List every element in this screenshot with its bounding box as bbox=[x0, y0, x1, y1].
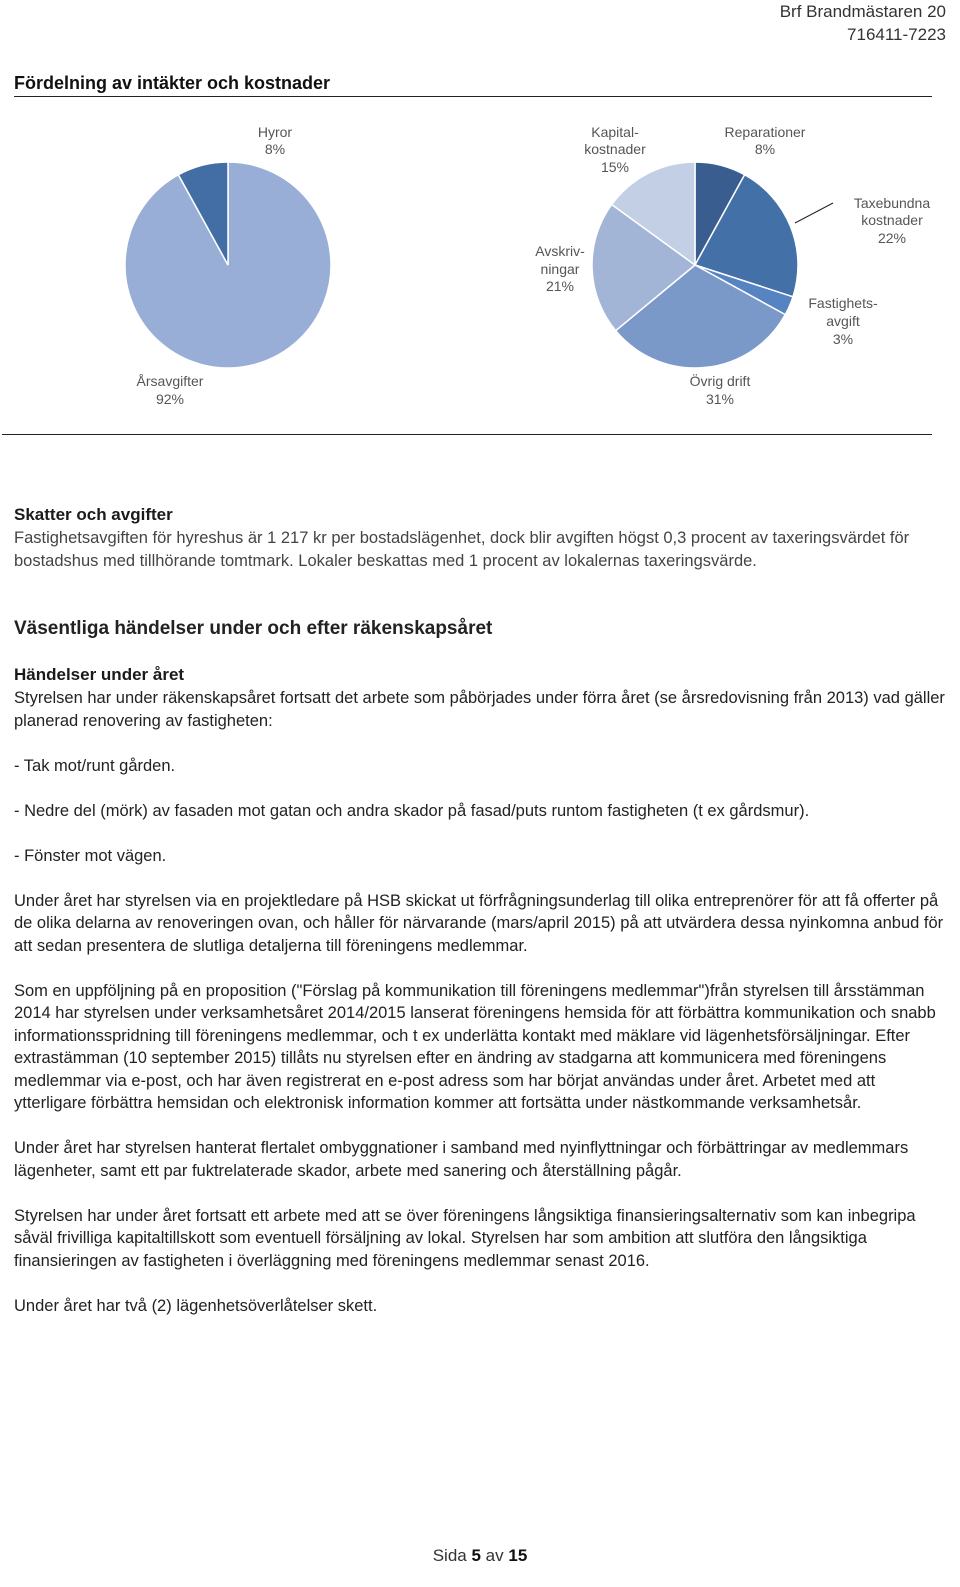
label-fastighetsavgift-pct: 3% bbox=[832, 331, 854, 347]
paragraph: - Nedre del (mörk) av fasaden mot gatan och andra skador på fasad/puts runtom fastigheten (t ex gårdsmur). bbox=[14, 801, 810, 820]
page-footer bbox=[0, 1546, 960, 1566]
label-taxebundna-pct: 22% bbox=[877, 230, 907, 246]
paragraph: Under året har två (2) lägenhetsöverlåtelser skett. bbox=[14, 1296, 378, 1315]
page-header bbox=[780, 0, 946, 46]
cost-pie bbox=[592, 162, 798, 368]
distribution-charts bbox=[0, 110, 960, 420]
label-taxebundna-line1: Taxebundna bbox=[853, 195, 931, 211]
label-arsavgifter-name: Årsavgifter bbox=[136, 373, 204, 389]
label-ovrig-drift-name: Övrig drift bbox=[689, 373, 751, 389]
paragraph: Styrelsen har under räkenskapsåret fortsatt det arbete som påbörjades under förra året (se årsredovisning från 2013) vad gäller planerad renovering av fastigheten: bbox=[14, 689, 945, 730]
org-number: 716411-7223 bbox=[847, 25, 946, 44]
label-fastighetsavgift-line2: avgift bbox=[826, 313, 860, 329]
label-fastighetsavgift-line1: Fastighets- bbox=[808, 295, 878, 311]
paragraph: Som en uppföljning på en proposition ("Förslag på kommunikation till föreningens medlemmar")från styrelsen till årsstämman 2014 har styrelsen under verksamhetsåret 2014/2015 lanserat föreningens hemsida för att förbättra kommunikation och snabb informationsspridning till föreningens medlemmar, och t ex underlätta kontakt med mäklare vid lägenhetsförsäljningar. Efter extrastämman (10 september 2015) tillåts nu styrelsen efter en ändring av stadgarna att kommunicera med föreningens medlemmar via e-post, och har även registrerat en e-post adress som har börjat användas under året. Arbetet med att ytterligare förbättra hemsidan och elektronisk information kommer att fortsätta under nästkommande verksamhetsår. bbox=[14, 981, 936, 1112]
label-reparationer-name: Reparationer bbox=[724, 124, 806, 140]
label-avskrivningar-line1: Avskriv- bbox=[535, 243, 585, 259]
footer-total: 15 bbox=[508, 1546, 528, 1565]
label-avskrivningar-line2: ningar bbox=[540, 261, 580, 277]
label-hyror-name: Hyror bbox=[257, 124, 293, 140]
footer-middle: av bbox=[485, 1546, 504, 1565]
paragraph: - Fönster mot vägen. bbox=[14, 846, 167, 865]
label-ovrig-drift-pct: 31% bbox=[705, 391, 735, 407]
events-subheading: Händelser under året bbox=[14, 665, 185, 684]
events-heading: Väsentliga händelser under och efter räkenskapsåret bbox=[14, 618, 493, 639]
label-kapital-pct: 15% bbox=[600, 159, 630, 175]
footer-prefix: Sida bbox=[432, 1546, 467, 1565]
label-taxebundna-line2: kostnader bbox=[861, 212, 923, 228]
label-kapital-line2: kostnader bbox=[584, 141, 646, 157]
leader-lines bbox=[795, 203, 833, 223]
paragraph: - Tak mot/runt gården. bbox=[14, 756, 176, 775]
paragraph: Styrelsen har under året fortsatt ett arbete med att se över föreningens långsiktiga finansieringsalternativ som kan inbegripa såväl frivilliga kapitaltillskott som eventuell försäljning av lokal. Styrelsen har som ambition att slutföra den långsiktiga finansieringen av fastigheten i överläggning med föreningens medlemmar senast 2016. bbox=[14, 1206, 916, 1270]
label-avskrivningar-pct: 21% bbox=[545, 278, 575, 294]
paragraph: Under året har styrelsen hanterat flertalet ombyggnationer i samband med nyinflyttningar och förbättringar av medlemmars lägenheter, samt ett par fuktrelaterade skador, arbete med sanering och återställning pågår. bbox=[14, 1139, 909, 1180]
footer-page: 5 bbox=[471, 1546, 481, 1565]
divider-bottom bbox=[2, 434, 932, 435]
divider-top bbox=[14, 96, 932, 97]
section-title: Fördelning av intäkter och kostnader bbox=[14, 73, 331, 93]
label-kapital-line1: Kapital- bbox=[591, 124, 639, 140]
pie-charts-svg bbox=[0, 110, 960, 420]
taxebundna-leader-line bbox=[795, 203, 833, 223]
events-body bbox=[14, 687, 949, 1340]
paragraph: Under året har styrelsen via en projektledare på HSB skickat ut förfrågningsunderlag till olika entreprenörer för att få offerter på de olika delarna av renoveringen ovan, och håller för närvarande (mars/april 2015) på att utvärdera dessa nyinkomna anbud för att sedan presentera de slutliga detaljerna till föreningens medlemmar. bbox=[14, 891, 944, 955]
org-name: Brf Brandmästaren 20 bbox=[779, 2, 946, 21]
label-hyror-pct: 8% bbox=[264, 141, 286, 157]
tax-heading: Skatter och avgifter bbox=[14, 505, 173, 524]
label-arsavgifter-pct: 92% bbox=[155, 391, 185, 407]
label-reparationer-pct: 8% bbox=[754, 141, 776, 157]
income-pie bbox=[125, 162, 331, 368]
tax-text: Fastighetsavgiften för hyreshus är 1 217 kr per bostadslägenhet, dock blir avgiften högst 0,3 procent av taxeringsvärdet för bostadshus med tillhörande tomtmark. Lokaler beskattas med 1 procent av lokalernas taxeringsvärde. bbox=[14, 529, 910, 570]
